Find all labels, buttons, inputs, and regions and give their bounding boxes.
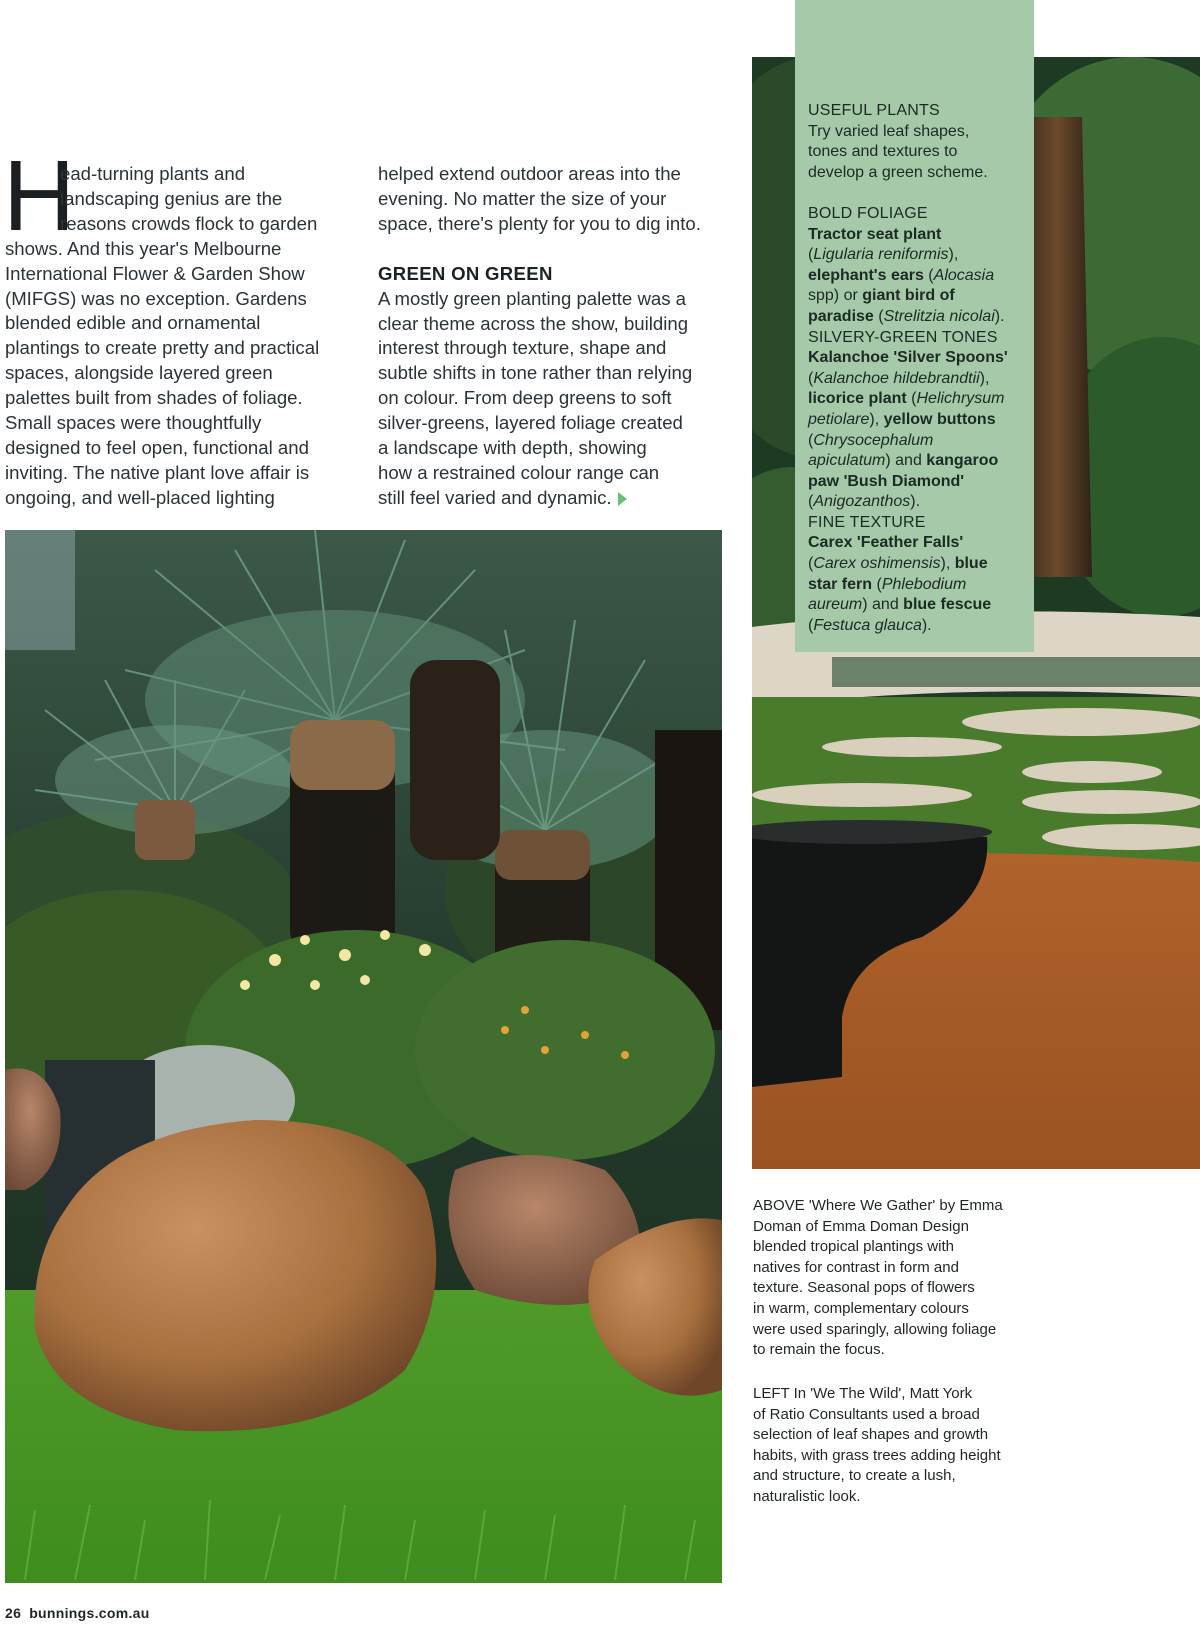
plant-botanical-name: Carex oshimensis	[813, 555, 941, 573]
text-fragment: (	[808, 555, 814, 573]
text-fragment: ).	[910, 493, 921, 511]
plant-line	[808, 266, 1022, 287]
plant-botanical-name: Chrysocephalum	[813, 431, 934, 449]
body-line: inviting. The native plant love affair is	[5, 461, 310, 483]
sidebar-section-heading: BOLD FOLIAGE	[808, 204, 928, 222]
plant-common-name: Kalanchoe 'Silver Spoons'	[808, 349, 1008, 367]
plant-common-name: blue fescue	[903, 596, 992, 614]
body-line: on colour. From deep greens to soft	[378, 387, 672, 409]
plant-common-name: star fern	[808, 575, 873, 593]
text-fragment: spp) or	[808, 287, 863, 305]
plant-common-name: Carex 'Feather Falls'	[808, 534, 964, 552]
caption-line: texture. Seasonal pops of flowers	[753, 1279, 975, 1297]
site-url: bunnings.com.au	[29, 1605, 150, 1621]
text-fragment: (	[808, 246, 814, 264]
body-line-text: still feel varied and dynamic.	[378, 486, 612, 508]
body-line: palettes built from shades of foliage.	[5, 387, 303, 409]
text-fragment: ) and	[862, 596, 904, 614]
plant-line	[808, 431, 1022, 452]
body-line: space, there's plenty for you to dig into.	[378, 212, 701, 234]
plant-line	[808, 348, 1022, 369]
text-fragment: ).	[921, 616, 932, 634]
text-fragment: ),	[940, 555, 955, 573]
text-fragment: ),	[869, 410, 884, 428]
body-line: subtle shifts in tone rather than relying	[378, 362, 693, 384]
body-line: designed to feel open, functional and	[5, 436, 309, 458]
plant-line	[808, 472, 1022, 493]
caption-line: were used sparingly, allowing foliage	[753, 1320, 997, 1338]
plant-line	[808, 307, 1022, 328]
body-line	[378, 486, 728, 511]
page-footer	[5, 1605, 150, 1621]
caption-left	[753, 1384, 1043, 1508]
body-line: evening. No matter the size of your	[378, 187, 667, 209]
article-column-2	[378, 162, 728, 511]
plant-common-name: elephant's ears	[808, 266, 924, 284]
plant-botanical-name: Alocasia	[933, 266, 995, 284]
text-fragment: (	[808, 431, 814, 449]
body-line: a landscape with depth, showing	[378, 437, 647, 459]
body-line: reasons crowds flock to garden	[60, 212, 318, 234]
sidebar-intro-line: develop a green scheme.	[808, 163, 988, 181]
text-fragment: ) and	[885, 452, 927, 470]
section-heading: GREEN ON GREEN	[378, 262, 553, 284]
plant-line	[808, 575, 1022, 596]
sidebar-intro-line: Try varied leaf shapes,	[808, 122, 970, 140]
plant-botanical-name: apiculatum	[808, 452, 886, 470]
drop-cap: H	[3, 140, 76, 252]
plant-botanical-name: Helichrysum	[916, 390, 1005, 408]
plant-botanical-name: Phlebodium	[881, 575, 967, 593]
useful-plants-sidebar	[795, 0, 1034, 652]
body-line: A mostly green planting palette was a	[378, 287, 687, 309]
caption-line: natives for contrast in form and	[753, 1258, 959, 1276]
body-line: silver-greens, layered foliage created	[378, 412, 683, 434]
text-fragment: (	[808, 616, 814, 634]
caption-line: of Ratio Consultants used a broad	[753, 1405, 980, 1423]
plant-common-name: paradise	[808, 307, 874, 325]
plant-botanical-name: petiolare	[808, 410, 870, 428]
plant-botanical-name: Strelitzia nicolai	[883, 307, 995, 325]
plant-line	[808, 245, 1022, 266]
plant-botanical-name: Kalanchoe hildebrandtii	[813, 369, 980, 387]
text-fragment: (	[872, 575, 882, 593]
body-line: helped extend outdoor areas into the	[378, 163, 681, 184]
caption-above	[753, 1196, 1043, 1361]
text-fragment: ),	[948, 246, 959, 264]
plant-line	[808, 286, 1022, 307]
text-fragment: (	[923, 266, 934, 284]
text-fragment: ).	[994, 307, 1005, 325]
text-fragment: (	[906, 390, 917, 408]
sidebar-intro-line: tones and textures to	[808, 143, 958, 161]
plant-common-name: licorice plant	[808, 390, 907, 408]
caption-line: and structure, to create a lush,	[753, 1467, 956, 1485]
text-fragment: ),	[979, 369, 990, 387]
article-column-1	[5, 162, 355, 511]
plant-line	[808, 616, 1022, 637]
plant-common-name: yellow buttons	[883, 410, 996, 428]
caption-line: in warm, complementary colours	[753, 1299, 969, 1317]
text-fragment: (	[808, 493, 814, 511]
caption-line: ABOVE 'Where We Gather' by Emma	[753, 1197, 1003, 1214]
plant-line	[808, 595, 1022, 616]
body-line: ongoing, and well-placed lighting	[5, 486, 275, 508]
caption-line: habits, with grass trees adding height	[753, 1446, 1001, 1464]
plant-botanical-name: Anigozanthos	[813, 493, 911, 511]
plant-line	[808, 225, 1022, 246]
plant-common-name: blue	[954, 555, 988, 573]
text-fragment: (	[808, 369, 814, 387]
body-line: blended edible and ornamental	[5, 312, 261, 334]
plant-common-name: paw 'Bush Diamond'	[808, 472, 965, 490]
plant-common-name: kangaroo	[926, 452, 999, 470]
body-line: spaces, alongside layered green	[5, 362, 273, 384]
sidebar-section-heading: FINE TEXTURE	[808, 513, 926, 531]
plant-line	[808, 389, 1022, 410]
photo-we-the-wild	[5, 530, 722, 1583]
sidebar-section-heading: SILVERY-GREEN TONES	[808, 328, 998, 346]
caption-line: blended tropical plantings with	[753, 1238, 954, 1256]
caption-line: LEFT In 'We The Wild', Matt York	[753, 1385, 973, 1402]
plant-common-name: giant bird of	[862, 287, 955, 305]
end-arrow-icon	[618, 492, 627, 506]
plant-line	[808, 492, 1022, 513]
plant-line	[808, 410, 1022, 431]
body-line: International Flower & Garden Show	[5, 262, 305, 284]
plant-line	[808, 533, 1022, 554]
plant-line	[808, 451, 1022, 472]
plant-common-name: Tractor seat plant	[808, 225, 942, 243]
text-fragment: (	[873, 307, 884, 325]
garden-photo-illustration	[5, 530, 722, 1583]
plant-botanical-name: Festuca glauca	[813, 616, 922, 634]
body-line: Small spaces were thoughtfully	[5, 412, 262, 434]
caption-line: to remain the focus.	[753, 1341, 885, 1359]
sidebar-title: USEFUL PLANTS	[808, 102, 940, 119]
body-line: shows. And this year's Melbourne	[5, 237, 282, 259]
spacer	[808, 183, 1022, 204]
page-number: 26	[5, 1605, 22, 1621]
body-line: landscaping genius are the	[60, 187, 283, 209]
plant-botanical-name: Ligularia reniformis	[813, 246, 949, 264]
body-line: interest through texture, shape and	[378, 337, 667, 359]
body-line: plantings to create pretty and practical	[5, 337, 320, 359]
caption-line: naturalistic look.	[753, 1487, 861, 1505]
caption-line: selection of leaf shapes and growth	[753, 1426, 989, 1444]
plant-line	[808, 554, 1022, 575]
body-line: how a restrained colour range can	[378, 461, 660, 483]
plant-line	[808, 369, 1022, 390]
body-line: clear theme across the show, building	[378, 312, 689, 334]
body-line: (MIFGS) was no exception. Gardens	[5, 287, 307, 309]
caption-line: Doman of Emma Doman Design	[753, 1217, 969, 1235]
body-line: ead-turning plants and	[60, 163, 246, 184]
plant-botanical-name: aureum	[808, 596, 863, 614]
